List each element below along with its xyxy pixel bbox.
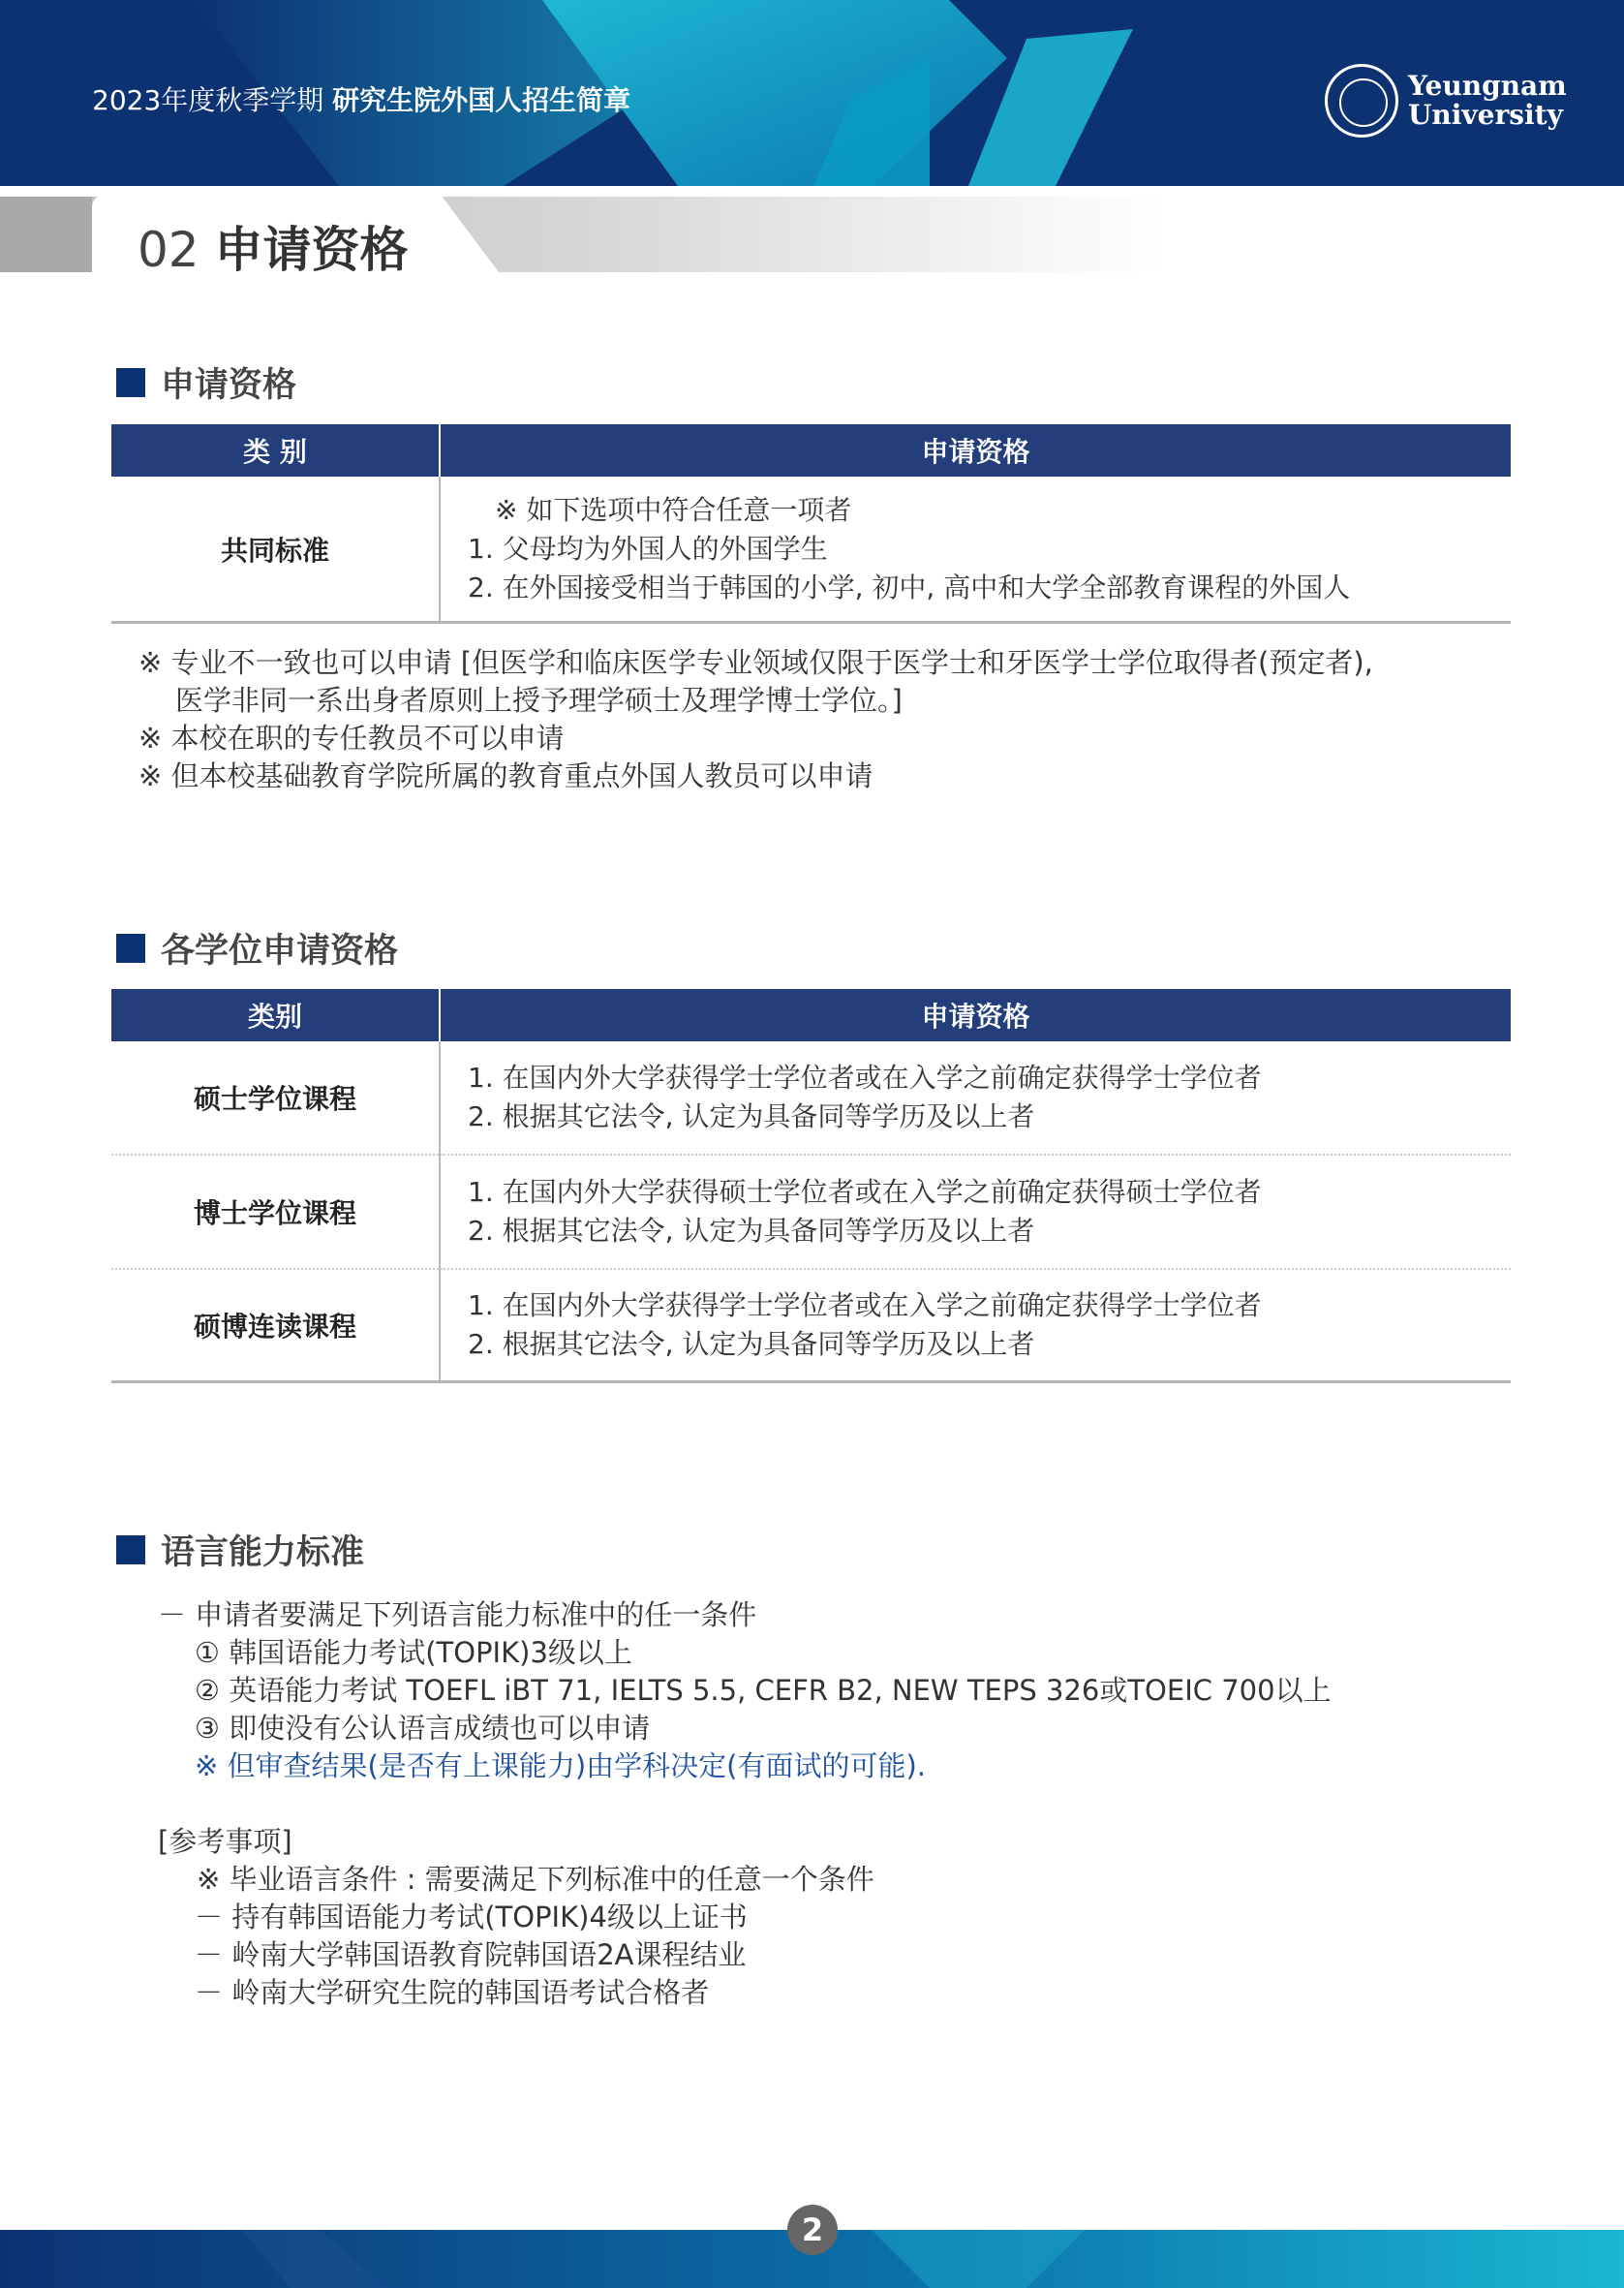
note-line: ※ 本校在职的专任教员不可以申请: [138, 722, 565, 755]
table-row: [111, 1041, 1511, 1155]
reference-note: ※ 毕业语言条件 : 需要满足下列标准中的任意一个条件: [197, 1863, 874, 1896]
header-category: 类别: [111, 989, 440, 1041]
content-line: 2. 根据其它法令, 认定为具备同等学历及以上者: [468, 1215, 1035, 1247]
content-line: 2. 根据其它法令, 认定为具备同等学历及以上者: [468, 1328, 1035, 1360]
language-item: ③ 即使没有公认语言成绩也可以申请: [195, 1712, 651, 1745]
row-content: [440, 1155, 1511, 1269]
square-bullet-icon: [116, 368, 145, 397]
reference-item: － 岭南大学研究生院的韩国语考试合格者: [195, 1976, 710, 2009]
row-label: 博士学位课程: [111, 1155, 440, 1269]
heading-text: 申请资格: [161, 366, 297, 405]
table-row: [111, 1155, 1511, 1269]
content-line: 1. 在国内外大学获得硕士学位者或在入学之前确定获得硕士学位者: [468, 1176, 1262, 1208]
row-content: [440, 1269, 1511, 1382]
content-line: ※ 如下选项中符合任意一项者: [495, 493, 852, 526]
language-item: ② 英语能力考试 TOEFL iBT 71, IELTS 5.5, CEFR B2, NEW TEPS 326或TOEIC 700以上: [195, 1674, 1332, 1707]
note-line: ※ 专业不一致也可以申请 [但医学和临床医学专业领域仅限于医学士和牙医学士学位取得者(预定者),: [138, 646, 1373, 679]
section-name: 申请资格: [214, 222, 409, 278]
qualification-table: [111, 424, 1511, 624]
content-line: 2. 根据其它法令, 认定为具备同等学历及以上者: [468, 1100, 1035, 1132]
table-row: [111, 477, 1511, 623]
table-header-row: [111, 424, 1511, 477]
header-banner: [0, 0, 1624, 186]
banner-title: [92, 79, 630, 118]
row-content: [440, 1041, 1511, 1155]
heading-text: 语言能力标准: [161, 1533, 365, 1572]
row-label: 共同标准: [111, 477, 440, 623]
table-row: [111, 1269, 1511, 1382]
logo-line2: University: [1408, 99, 1563, 131]
language-requirements: [158, 1596, 1332, 1785]
logo-line1: Yeungnam: [1408, 70, 1567, 102]
square-bullet-icon: [116, 1535, 145, 1564]
note-line: ※ 但本校基础教育学院所属的教育重点外国人教员可以申请: [138, 759, 873, 792]
note-line: 医学非同一系出身者原则上授予理学硕士及理学博士学位。]: [175, 684, 903, 717]
language-highlight-note: ※ 但审查结果(是否有上课能力)由学科决定(有面试的可能).: [195, 1749, 926, 1782]
heading-degree: [116, 924, 398, 973]
logo-wordmark: [1408, 72, 1567, 130]
content-line: 2. 在外国接受相当于韩国的小学, 初中, 高中和大学全部教育课程的外国人: [468, 571, 1351, 603]
section-number: 02: [138, 222, 199, 278]
university-logo: [1325, 64, 1567, 138]
reference-item: － 持有韩国语能力考试(TOPIK)4级以上证书: [195, 1901, 748, 1933]
language-item: ① 韩国语能力考试(TOPIK)3级以上: [195, 1636, 632, 1669]
section-title: [138, 211, 409, 281]
header-qualification: 申请资格: [440, 424, 1511, 477]
reference-item: － 岭南大学韩国语教育院韩国语2A课程结业: [195, 1938, 747, 1971]
content-line: 1. 在国内外大学获得学士学位者或在入学之前确定获得学士学位者: [468, 1289, 1262, 1321]
header-category: 类 别: [111, 424, 440, 477]
seal-icon: [1325, 64, 1398, 138]
banner-prefix: 2023年度秋季学期: [92, 84, 324, 116]
table-header-row: [111, 989, 1511, 1041]
content-line: 1. 父母均为外国人的外国学生: [468, 532, 828, 565]
language-intro: － 申请者要满足下列语言能力标准中的任一条件: [158, 1598, 757, 1631]
page-number: 2: [787, 2205, 838, 2255]
reference-title: [参考事项]: [158, 1825, 292, 1858]
square-bullet-icon: [116, 934, 145, 963]
row-label: 硕博连读课程: [111, 1269, 440, 1382]
banner-doc-title: 研究生院外国人招生简章: [332, 84, 631, 116]
row-content: [440, 477, 1511, 623]
heading-qualification: [116, 358, 296, 407]
reference-notes: [158, 1823, 874, 2012]
qualification-notes: [138, 644, 1373, 795]
content-line: 1. 在国内外大学获得学士学位者或在入学之前确定获得学士学位者: [468, 1062, 1262, 1094]
header-qualification: 申请资格: [440, 989, 1511, 1041]
degree-table: [111, 989, 1511, 1383]
heading-language: [116, 1526, 364, 1574]
heading-text: 各学位申请资格: [161, 932, 399, 971]
row-label: 硕士学位课程: [111, 1041, 440, 1155]
